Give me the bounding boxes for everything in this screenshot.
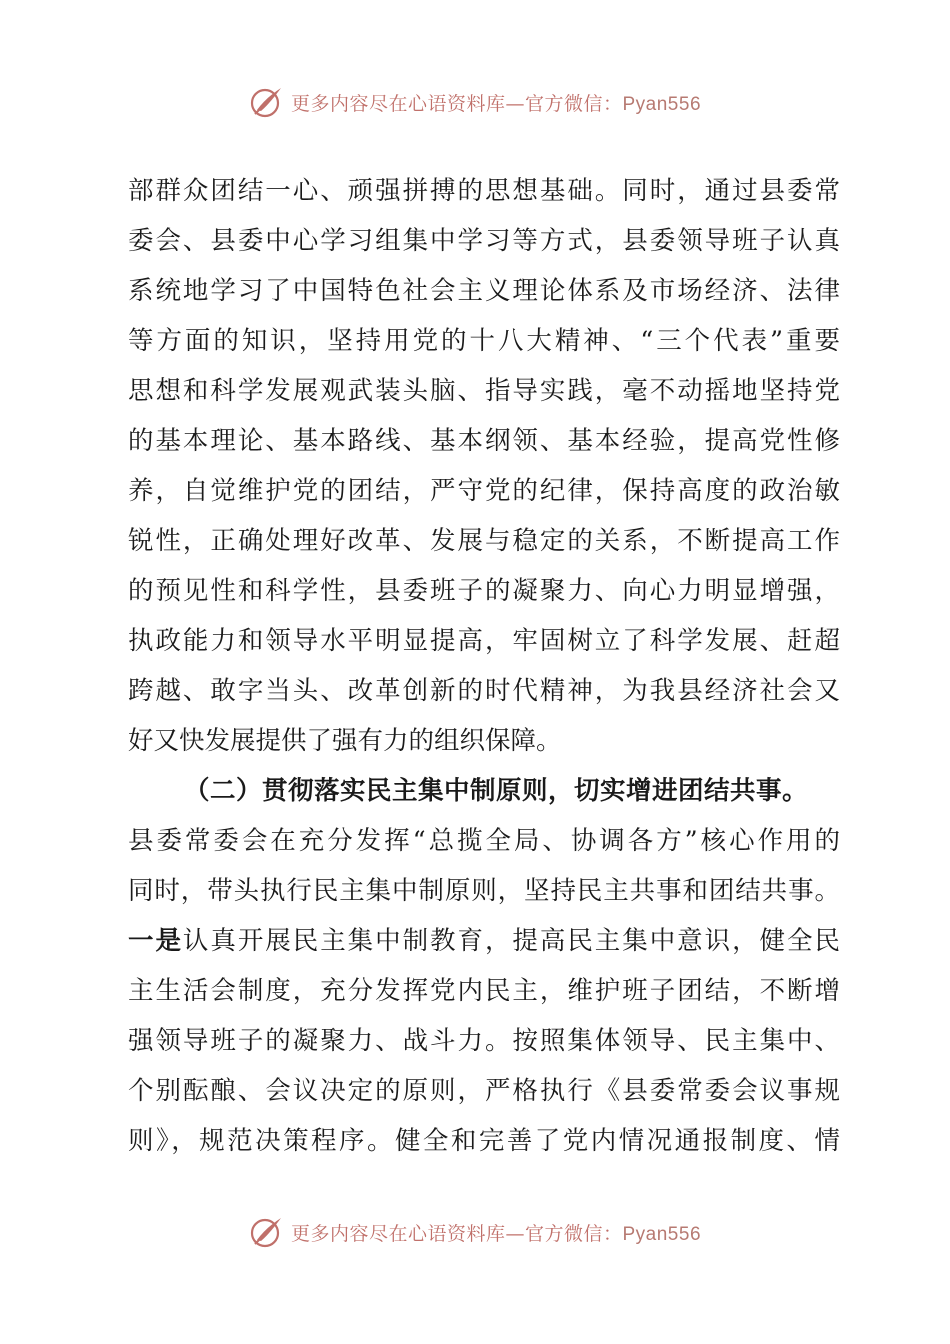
text-line: 锐性，正确处理好改革、发展与稳定的关系，不断提高工作 xyxy=(128,526,840,556)
text-line: 强领导班子的凝聚力、战斗力。按照集体领导、民主集中、 xyxy=(128,1026,840,1056)
quill-logo-icon xyxy=(249,1214,285,1250)
text-line: 主生活会制度，充分发挥党内民主，维护班子团结，不断增 xyxy=(128,976,840,1006)
document-body xyxy=(128,166,840,1166)
text-line: 系统地学习了中国特色社会主义理论体系及市场经济、法律 xyxy=(128,276,840,306)
item-marker: 一是 xyxy=(128,926,183,956)
watermark-text: 更多内容尽在心语资料库—官方微信：Pyan556 xyxy=(290,1222,702,1245)
quill-logo-icon xyxy=(249,84,285,120)
text-line: 委会、县委中心学习组集中学习等方式，县委领导班子认真 xyxy=(128,226,840,256)
text-line: 跨越、敢字当头、改革创新的时代精神，为我县经济社会又 xyxy=(128,676,840,706)
watermark-text: 更多内容尽在心语资料库—官方微信：Pyan556 xyxy=(290,92,702,115)
text-line xyxy=(128,916,840,966)
text-line: 部群众团结一心、顽强拼搏的思想基础。同时，通过县委常 xyxy=(128,176,840,206)
text-line: 等方面的知识，坚持用党的十八大精神、“三个代表”重要 xyxy=(128,326,840,356)
section-heading: （二）贯彻落实民主集中制原则，切实增进团结共事。 xyxy=(184,776,809,806)
text-line: 县委常委会在充分发挥“总揽全局、协调各方”核心作用的 xyxy=(128,826,840,856)
text-line: 同时，带头执行民主集中制原则，坚持民主共事和团结共事。 xyxy=(128,876,840,906)
text-line: 思想和科学发展观武装头脑、指导实践，毫不动摇地坚持党 xyxy=(128,376,840,406)
item-text: 认真开展民主集中制教育，提高民主集中意识，健全民 xyxy=(182,926,840,956)
text-line: 的预见性和科学性，县委班子的凝聚力、向心力明显增强， xyxy=(128,576,840,606)
text-line: 的基本理论、基本路线、基本纲领、基本经验，提高党性修 xyxy=(128,426,840,456)
watermark-banner-top xyxy=(0,82,950,122)
text-line: 执政能力和领导水平明显提高，牢固树立了科学发展、赶超 xyxy=(128,626,840,656)
text-line: 好又快发展提供了强有力的组织保障。 xyxy=(128,726,562,756)
watermark-banner-bottom xyxy=(0,1212,950,1252)
text-line: 个别酝酿、会议决定的原则，严格执行《县委常委会议事规 xyxy=(128,1076,840,1106)
text-line: 养，自觉维护党的团结，严守党的纪律，保持高度的政治敏 xyxy=(128,476,840,506)
text-line: 则》，规范决策程序。健全和完善了党内情况通报制度、情 xyxy=(128,1126,840,1156)
